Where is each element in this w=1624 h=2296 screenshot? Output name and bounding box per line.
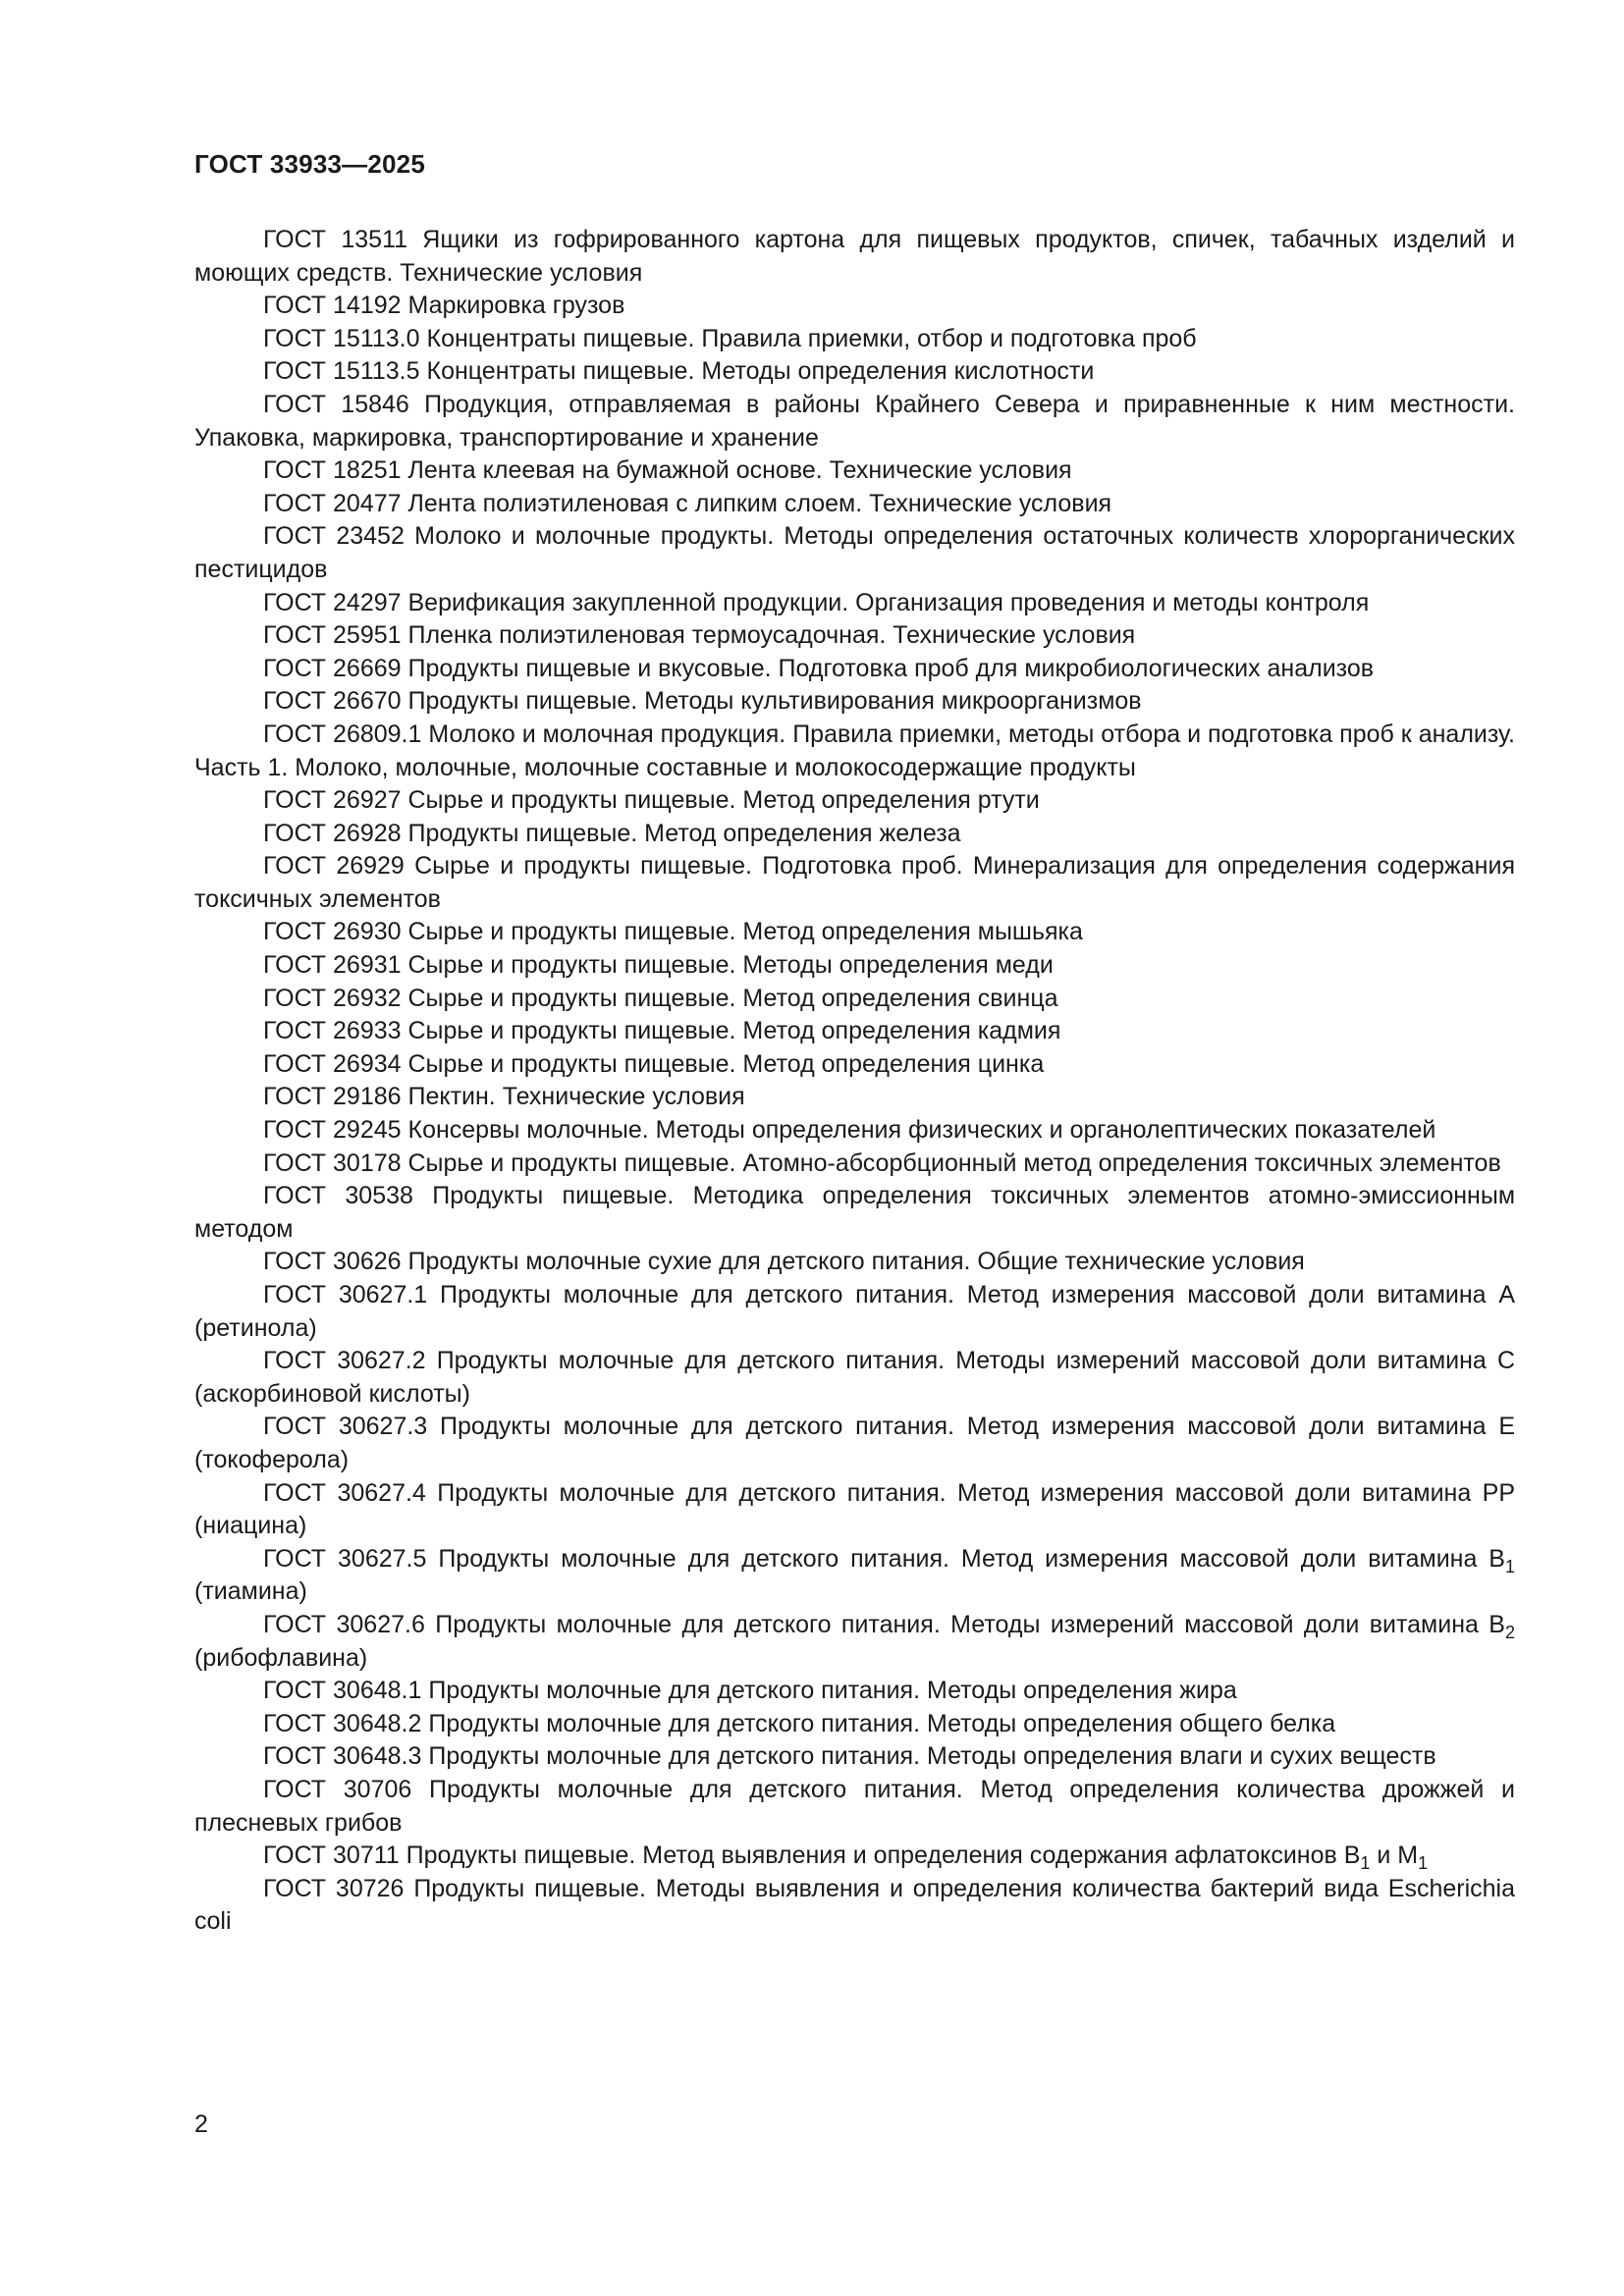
reference-entry bbox=[194, 983, 1515, 1016]
reference-title: Продукция, отправляемая в районы Крайнего Севера и приравненные к ним местности. Упаковка, маркировка, транспортирование и хранение bbox=[194, 390, 1515, 452]
reference-code: ГОСТ 30627.2 bbox=[263, 1347, 426, 1375]
reference-entry bbox=[194, 355, 1515, 389]
reference-code: ГОСТ 26930 bbox=[263, 918, 402, 946]
reference-title: Сырье и продукты пищевые. Метод определения кадмия bbox=[407, 1017, 1061, 1045]
reference-entry bbox=[194, 1708, 1515, 1741]
reference-title: Концентраты пищевые. Методы определения кислотности bbox=[426, 357, 1095, 386]
reference-title: Продукты пищевые. Методы выявления и определения количества бактерий вида Escherichia coli bbox=[194, 1874, 1515, 1936]
reference-entry bbox=[194, 653, 1515, 686]
reference-code: ГОСТ 29186 bbox=[263, 1083, 402, 1111]
reference-code: ГОСТ 30538 bbox=[263, 1182, 413, 1210]
reference-code: ГОСТ 30627.5 bbox=[263, 1544, 427, 1573]
reference-entry bbox=[194, 719, 1515, 784]
reference-title-tail: и M bbox=[1370, 1842, 1419, 1870]
reference-code: ГОСТ 30648.3 bbox=[263, 1742, 422, 1771]
reference-entry bbox=[194, 1411, 1515, 1476]
reference-entry bbox=[194, 1609, 1515, 1675]
reference-entry bbox=[194, 290, 1515, 323]
reference-code: ГОСТ 26932 bbox=[263, 984, 402, 1012]
reference-title: Пленка полиэтиленовая термоусадочная. Технические условия bbox=[407, 621, 1136, 650]
reference-code: ГОСТ 23452 bbox=[263, 522, 405, 551]
reference-title-tail: (тиамина) bbox=[194, 1577, 307, 1606]
subscript: 2 bbox=[1505, 1622, 1516, 1642]
reference-entry bbox=[194, 520, 1515, 586]
reference-title: Сырье и продукты пищевые. Метод определения цинка bbox=[407, 1049, 1045, 1078]
reference-title: Сырье и продукты пищевые. Метод определения ртути bbox=[407, 786, 1040, 815]
reference-title: Продукты молочные для детского питания. Методы определения общего белка bbox=[428, 1709, 1336, 1737]
reference-title: Молоко и молочные продукты. Методы определения остаточных количеств хлорорганических пестицидов bbox=[194, 522, 1515, 583]
reference-title: Продукты молочные для детского питания. Методы определения жира bbox=[428, 1677, 1237, 1705]
reference-title: Ящики из гофрированного картона для пищевых продуктов, спичек, табачных изделий и моющих средств. Технические условия bbox=[194, 226, 1515, 287]
reference-entry bbox=[194, 454, 1515, 488]
reference-title: Пектин. Технические условия bbox=[407, 1083, 745, 1111]
reference-entry bbox=[194, 1148, 1515, 1181]
reference-title: Продукты пищевые. Метод определения железа bbox=[407, 819, 961, 847]
reference-entry bbox=[194, 619, 1515, 653]
reference-title: Продукты молочные для детского питания. Методы измерений массовой доли витамина C (аскорбиновой кислоты) bbox=[194, 1347, 1516, 1408]
reference-entry bbox=[194, 949, 1515, 983]
reference-title-tail: (рибофлавина) bbox=[194, 1643, 368, 1672]
reference-code: ГОСТ 26670 bbox=[263, 687, 402, 716]
reference-entry bbox=[194, 916, 1515, 949]
reference-title: Продукты молочные для детского питания. Метод измерения массовой доли витамина PP (ниацина) bbox=[194, 1478, 1515, 1540]
reference-title: Концентраты пищевые. Правила приемки, отбор и подготовка проб bbox=[426, 324, 1197, 352]
reference-entry bbox=[194, 850, 1515, 916]
reference-entry bbox=[194, 1675, 1515, 1708]
reference-code: ГОСТ 30711 bbox=[263, 1842, 400, 1870]
reference-title: Продукты пищевые. Методы культивирования микроорганизмов bbox=[407, 687, 1142, 716]
reference-entry bbox=[194, 1873, 1515, 1939]
reference-title: Верификация закупленной продукции. Организация проведения и методы контроля bbox=[407, 588, 1370, 616]
document-header: ГОСТ 33933—2025 bbox=[194, 149, 425, 179]
reference-entry bbox=[194, 1246, 1515, 1279]
reference-code: ГОСТ 14192 bbox=[263, 292, 402, 320]
reference-code: ГОСТ 30626 bbox=[263, 1248, 402, 1276]
reference-code: ГОСТ 26669 bbox=[263, 654, 402, 682]
reference-code: ГОСТ 15846 bbox=[263, 390, 409, 418]
reference-entry bbox=[194, 1015, 1515, 1048]
reference-code: ГОСТ 26931 bbox=[263, 951, 402, 980]
reference-entry bbox=[194, 1740, 1515, 1774]
reference-code: ГОСТ 30648.1 bbox=[263, 1677, 422, 1705]
reference-title: Продукты молочные для детского питания. Методы измерений массовой доли витамина B bbox=[435, 1610, 1505, 1638]
reference-entry bbox=[194, 587, 1515, 620]
reference-title: Продукты пищевые. Методика определения токсичных элементов атомно-эмиссионным методом bbox=[194, 1182, 1516, 1243]
reference-code: ГОСТ 30706 bbox=[263, 1775, 412, 1803]
reference-code: ГОСТ 13511 bbox=[263, 226, 408, 253]
reference-code: ГОСТ 30627.1 bbox=[263, 1281, 428, 1308]
reference-title: Сырье и продукты пищевые. Метод определения мышьяка bbox=[407, 918, 1083, 946]
reference-code: ГОСТ 26934 bbox=[263, 1049, 402, 1078]
reference-code: ГОСТ 30627.6 bbox=[263, 1610, 425, 1638]
reference-code: ГОСТ 26928 bbox=[263, 819, 402, 847]
reference-title: Продукты пищевые. Метод выявления и определения содержания афлатоксинов B bbox=[406, 1842, 1361, 1870]
reference-entry bbox=[194, 818, 1515, 851]
subscript: 1 bbox=[1418, 1853, 1429, 1874]
reference-code: ГОСТ 26927 bbox=[263, 786, 402, 815]
reference-entry bbox=[194, 1114, 1515, 1148]
reference-title: Лента клеевая на бумажной основе. Технические условия bbox=[407, 456, 1072, 485]
reference-code: ГОСТ 15113.5 bbox=[263, 357, 420, 386]
reference-title: Сырье и продукты пищевые. Подготовка проб. Минерализация для определения содержания токсичных элементов bbox=[194, 852, 1515, 913]
reference-code: ГОСТ 26809.1 bbox=[263, 720, 422, 748]
reference-entry bbox=[194, 1840, 1515, 1873]
reference-title: Продукты молочные сухие для детского питания. Общие технические условия bbox=[407, 1248, 1305, 1276]
reference-title: Молоко и молочная продукция. Правила приемки, методы отбора и подготовка проб к анализу. Часть 1. Молоко, молочные, молочные составные и молокосодержащие продукты bbox=[194, 720, 1515, 781]
reference-code: ГОСТ 26933 bbox=[263, 1017, 402, 1045]
normative-references-list bbox=[194, 224, 1515, 1939]
subscript: 1 bbox=[1504, 1556, 1515, 1576]
reference-title: Продукты молочные для детского питания. Метод определения количества дрожжей и плесневых грибов bbox=[194, 1775, 1516, 1837]
reference-entry bbox=[194, 323, 1515, 356]
reference-code: ГОСТ 29245 bbox=[263, 1116, 402, 1145]
page-number: 2 bbox=[194, 2110, 208, 2138]
reference-entry bbox=[194, 1279, 1515, 1345]
reference-code: ГОСТ 30726 bbox=[263, 1874, 405, 1902]
reference-code: ГОСТ 30627.3 bbox=[263, 1413, 428, 1441]
reference-code: ГОСТ 20477 bbox=[263, 489, 402, 517]
reference-entry bbox=[194, 1180, 1515, 1246]
reference-entry bbox=[194, 389, 1515, 454]
reference-title: Продукты молочные для детского питания. Метод измерения массовой доли витамина A (ретинола) bbox=[194, 1281, 1515, 1342]
reference-entry bbox=[194, 1081, 1515, 1114]
reference-entry bbox=[194, 488, 1515, 521]
reference-entry bbox=[194, 1477, 1515, 1543]
reference-title: Продукты пищевые и вкусовые. Подготовка проб для микробиологических анализов bbox=[407, 654, 1375, 682]
reference-title: Консервы молочные. Методы определения физических и органолептических показателей bbox=[407, 1116, 1436, 1145]
reference-entry bbox=[194, 1048, 1515, 1082]
reference-code: ГОСТ 18251 bbox=[263, 456, 402, 485]
reference-code: ГОСТ 15113.0 bbox=[263, 324, 420, 352]
reference-title: Сырье и продукты пищевые. Методы определения меди bbox=[407, 951, 1054, 980]
reference-entry bbox=[194, 1774, 1515, 1840]
reference-title: Продукты молочные для детского питания. Метод измерения массовой доли витамина B bbox=[438, 1544, 1505, 1573]
reference-code: ГОСТ 30178 bbox=[263, 1148, 402, 1177]
reference-code: ГОСТ 24297 bbox=[263, 588, 402, 616]
reference-entry bbox=[194, 1543, 1515, 1609]
reference-code: ГОСТ 25951 bbox=[263, 621, 402, 650]
reference-code: ГОСТ 30627.4 bbox=[263, 1478, 426, 1507]
reference-title: Лента полиэтиленовая с липким слоем. Технические условия bbox=[407, 489, 1112, 517]
reference-title: Маркировка грузов bbox=[407, 292, 625, 320]
reference-title: Продукты молочные для детского питания. Метод измерения массовой доли витамина E (токоферола) bbox=[194, 1413, 1515, 1473]
reference-code: ГОСТ 26929 bbox=[263, 852, 405, 881]
reference-entry bbox=[194, 224, 1515, 290]
reference-title: Сырье и продукты пищевые. Атомно-абсорбционный метод определения токсичных элементов bbox=[407, 1148, 1501, 1177]
subscript: 1 bbox=[1360, 1853, 1371, 1874]
reference-title: Сырье и продукты пищевые. Метод определения свинца bbox=[407, 984, 1058, 1012]
reference-code: ГОСТ 30648.2 bbox=[263, 1709, 422, 1737]
reference-entry bbox=[194, 1345, 1515, 1411]
reference-entry bbox=[194, 685, 1515, 719]
reference-entry bbox=[194, 784, 1515, 818]
reference-title: Продукты молочные для детского питания. Методы определения влаги и сухих веществ bbox=[428, 1742, 1436, 1771]
